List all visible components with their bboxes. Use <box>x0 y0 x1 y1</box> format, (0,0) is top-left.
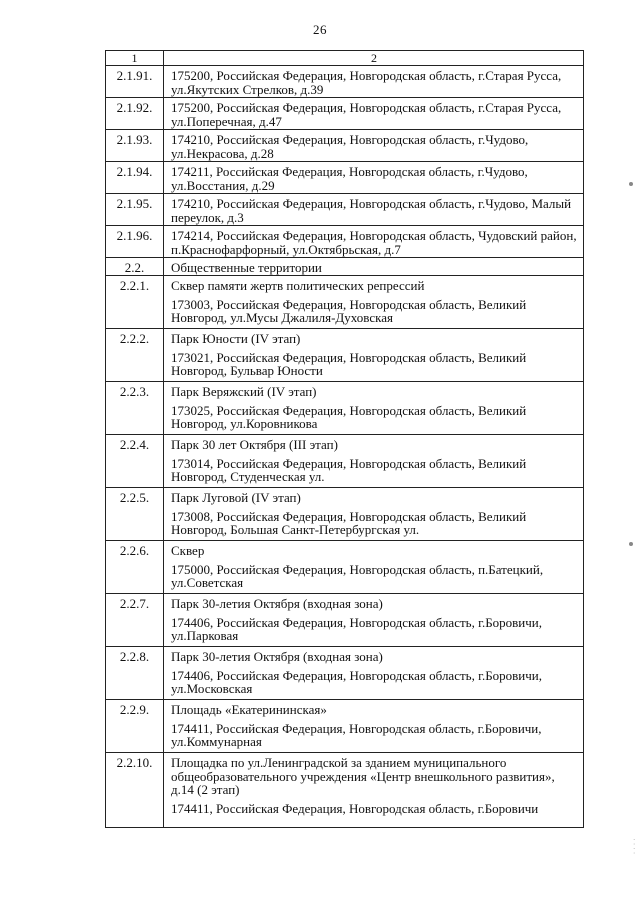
address-line: 173003, Российская Федерация, Новгородская область, Великий Новгород, ул.Мусы Джалиля-Духовская <box>171 296 527 325</box>
row-number: 2.2.7. <box>106 594 164 646</box>
table-row <box>105 699 584 752</box>
table-row <box>105 487 584 540</box>
address-line: 174210, Российская Федерация, Новгородская область, г.Чудово, Малый переулок, д.3 <box>171 196 572 225</box>
header-col-number: 1 <box>106 51 164 65</box>
addresses-table <box>105 50 584 828</box>
row-number: 2.2.5. <box>106 488 164 540</box>
table-row <box>105 381 584 434</box>
margin-scan-mark: · · · · <box>632 838 638 854</box>
territory-name: Площадка по ул.Ленинградской за зданием муниципального общеобразовательного учреждения «Центр внешкольного развития», д.14 (2 этап) <box>171 755 555 797</box>
table-header-row <box>105 50 584 65</box>
row-number: 2.1.94. <box>106 162 164 193</box>
territory-name: Площадь «Екатерининская» <box>171 702 327 717</box>
row-number: 2.2.3. <box>106 382 164 434</box>
territory-name: Парк 30 лет Октября (III этап) <box>171 437 338 452</box>
row-text <box>165 329 583 379</box>
address-line: 175200, Российская Федерация, Новгородская область, г.Старая Русса, ул.Якутских Стрелков, д.39 <box>171 68 562 97</box>
row-text <box>165 700 583 750</box>
address-line: 174411, Российская Федерация, Новгородская область, г.Боровичи <box>171 800 539 816</box>
row-number: 2.2.10. <box>106 753 164 827</box>
address-line: 173025, Российская Федерация, Новгородская область, Великий Новгород, ул.Коровникова <box>171 402 527 431</box>
table-row <box>105 129 584 161</box>
table-row <box>105 646 584 699</box>
table-row <box>105 752 584 828</box>
table-row <box>105 328 584 381</box>
row-text <box>165 98 583 129</box>
address-line: 174406, Российская Федерация, Новгородская область, г.Боровичи, ул.Парковая <box>171 614 543 643</box>
row-number: 2.2.6. <box>106 541 164 593</box>
table-row <box>105 65 584 97</box>
row-text <box>165 488 583 538</box>
territory-name: Сквер <box>171 543 205 558</box>
territory-name: Парк 30-летия Октября (входная зона) <box>171 649 383 664</box>
row-text <box>165 541 583 591</box>
row-number: 2.1.92. <box>106 98 164 129</box>
row-text <box>165 647 583 697</box>
address-line: 174406, Российская Федерация, Новгородская область, г.Боровичи, ул.Московская <box>171 667 543 696</box>
margin-dot <box>629 182 633 186</box>
address-line: 174211, Российская Федерация, Новгородская область, г.Чудово, ул.Восстания, д.29 <box>171 164 528 193</box>
row-number: 2.1.93. <box>106 130 164 161</box>
table-row <box>105 593 584 646</box>
row-text <box>165 753 583 816</box>
row-number: 2.2.2. <box>106 329 164 381</box>
row-text <box>165 276 583 326</box>
address-line: 175200, Российская Федерация, Новгородская область, г.Старая Русса, ул.Поперечная, д.47 <box>171 100 562 129</box>
row-number: 2.2.1. <box>106 276 164 328</box>
row-number: 2.2.4. <box>106 435 164 487</box>
address-line: 175000, Российская Федерация, Новгородская область, п.Батецкий, ул.Советская <box>171 561 544 590</box>
row-text <box>165 162 583 193</box>
table-row <box>105 97 584 129</box>
address-line: 173021, Российская Федерация, Новгородская область, Великий Новгород, Бульвар Юности <box>171 349 527 378</box>
row-number: 2.2. <box>106 258 164 275</box>
table-row <box>105 434 584 487</box>
table-row <box>105 161 584 193</box>
address-line: Общественные территории <box>171 260 322 275</box>
territory-name: Парк Луговой (IV этап) <box>171 490 301 505</box>
row-text <box>165 66 583 97</box>
territory-name: Парк Юности (IV этап) <box>171 331 301 346</box>
table-row <box>105 193 584 225</box>
table-row <box>105 225 584 257</box>
table-body <box>105 65 584 828</box>
header-col-address: 2 <box>371 51 377 65</box>
page-number: 26 <box>313 22 327 37</box>
table-row <box>105 540 584 593</box>
row-number: 2.2.8. <box>106 647 164 699</box>
row-text <box>165 435 583 485</box>
row-text <box>165 258 583 276</box>
row-text <box>165 382 583 432</box>
table-row <box>105 275 584 328</box>
margin-dot <box>629 542 633 546</box>
territory-name: Сквер памяти жертв политических репрессий <box>171 278 425 293</box>
address-line: 174210, Российская Федерация, Новгородская область, г.Чудово, ул.Некрасова, д.28 <box>171 132 529 161</box>
row-text <box>165 130 583 161</box>
row-text <box>165 194 583 225</box>
row-number: 2.1.96. <box>106 226 164 257</box>
table-row <box>105 257 584 275</box>
territory-name: Парк Веряжский (IV этап) <box>171 384 317 399</box>
row-number: 2.1.95. <box>106 194 164 225</box>
address-line: 174411, Российская Федерация, Новгородская область, г.Боровичи, ул.Коммунарная <box>171 720 542 749</box>
address-line: 173014, Российская Федерация, Новгородская область, Великий Новгород, Студенческая ул. <box>171 455 527 484</box>
row-number: 2.1.91. <box>106 66 164 97</box>
address-line: 173008, Российская Федерация, Новгородская область, Великий Новгород, Большая Санкт-Петербургская ул. <box>171 508 527 537</box>
address-line: 174214, Российская Федерация, Новгородская область, Чудовский район, п.Краснофарфорный, ул.Октябрьская, д.7 <box>171 228 577 257</box>
territory-name: Парк 30-летия Октября (входная зона) <box>171 596 383 611</box>
row-text <box>165 594 583 644</box>
row-number: 2.2.9. <box>106 700 164 752</box>
row-text <box>165 226 583 257</box>
